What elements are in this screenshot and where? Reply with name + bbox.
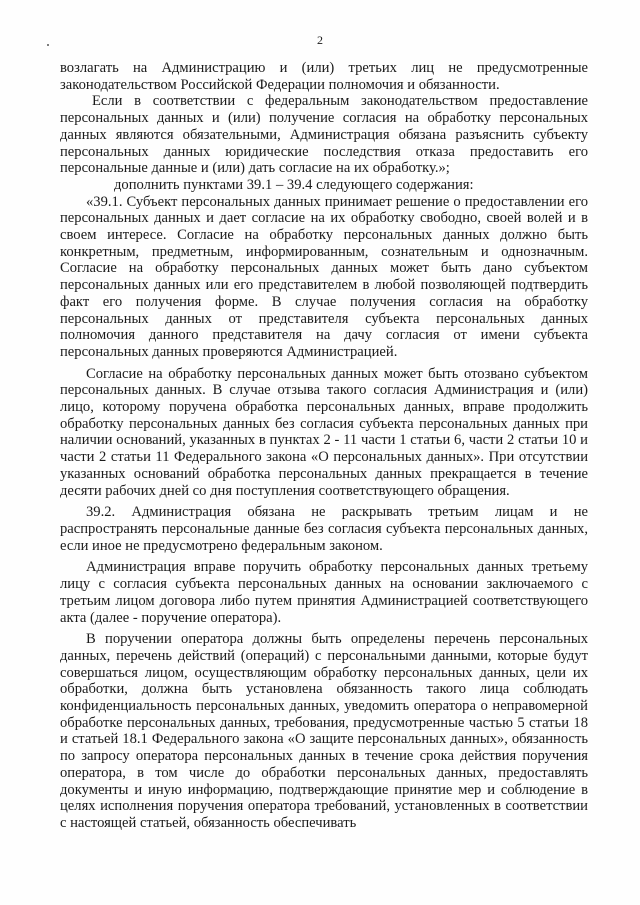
paragraph-continuation: возлагать на Администрацию и (или) третьих лиц не предусмотренные законодательством Российской Федерации полномочия и обязанности. xyxy=(60,60,588,93)
paragraph-consent-withdrawal: Согласие на обработку персональных данных может быть отозвано субъектом персональных данных. В случае отзыва такого согласия Администрация и (или) лицо, которому поручена обработка персональных данных, вправе продолжить обработку персональных данных без согласия субъекта персональных данных при наличии оснований, указанных в пунктах 2 - 11 части 1 статьи 6, части 2 статьи 10 и части 2 статьи 11 Федерального закона «О персональных данных». При отсутствии указанных оснований обработка персональных данных прекращается в течение десяти рабочих дней со дня поступления соответствующего обращения. xyxy=(60,365,588,499)
paragraph-39-2: 39.2. Администрация обязана не раскрывать третьим лицам и не распространять персональные данные без согласия субъекта персональных данных, если иное не предусмотрено федеральным законом. xyxy=(60,504,588,554)
paragraph-operator-assignment: Администрация вправе поручить обработку персональных данных третьему лицу с согласия субъекта персональных данных на основании заключаемого с третьим лицом договора либо путем принятия Администрацией соответствующего акта (далее - поручение оператора). xyxy=(60,559,588,626)
paragraph-amendment-intro: дополнить пунктами 39.1 – 39.4 следующего содержания: xyxy=(114,176,474,193)
page-number: 2 xyxy=(317,33,323,47)
paragraph-explanation: Если в соответствии с федеральным законодательством предоставление персональных данных и (или) получение согласия на обработку персональных данных являются обязательными, Администрация обязана разъяснить субъекту персональных данных юридические последствия отказа предоставить его персональные данные и (или) дать согласие на их обработку.»; xyxy=(60,93,588,177)
paragraph-operator-requirements: В поручении оператора должны быть определены перечень персональных данных, перечень действий (операций) с персональными данными, которые будут совершаться лицом, осуществляющим обработку персональных данных, цели их обработки, должна быть установлена обязанность такого лица соблюдать конфиденциальность персональных данных, уведомить оператора о неправомерной обработке персональных данных, требования, предусмотренные частью 5 статьи 18 и статьей 18.1 Федерального закона «О защите персональных данных», обязанность по запросу оператора персональных данных в течение срока действия поручения оператора, в том числе до обработки персональных данных, предоставлять документы и иную информацию, подтверждающие принятие мер и соблюдение в целях исполнения поручения оператора требований, установленных в соответствии с настоящей статьей, обязанность обеспечивать xyxy=(60,631,588,831)
scan-speck xyxy=(47,44,49,46)
paragraph-39-1: «39.1. Субъект персональных данных принимает решение о предоставлении его персональных данных и дает согласие на их обработку свободно, своей волей и в своем интересе. Согласие на обработку персональных данных должно быть конкретным, предметным, информированным, сознательным и однозначным. Согласие на обработку персональных данных может быть дано субъектом персональных данных или его представителем в любой позволяющей подтвердить факт его получения форме. В случае получения согласия на обработку персональных данных от представителя субъекта персональных данных полномочия данного представителя на дачу согласия от имени субъекта персональных данных проверяются Администрацией. xyxy=(60,193,588,360)
document-body xyxy=(60,60,588,832)
